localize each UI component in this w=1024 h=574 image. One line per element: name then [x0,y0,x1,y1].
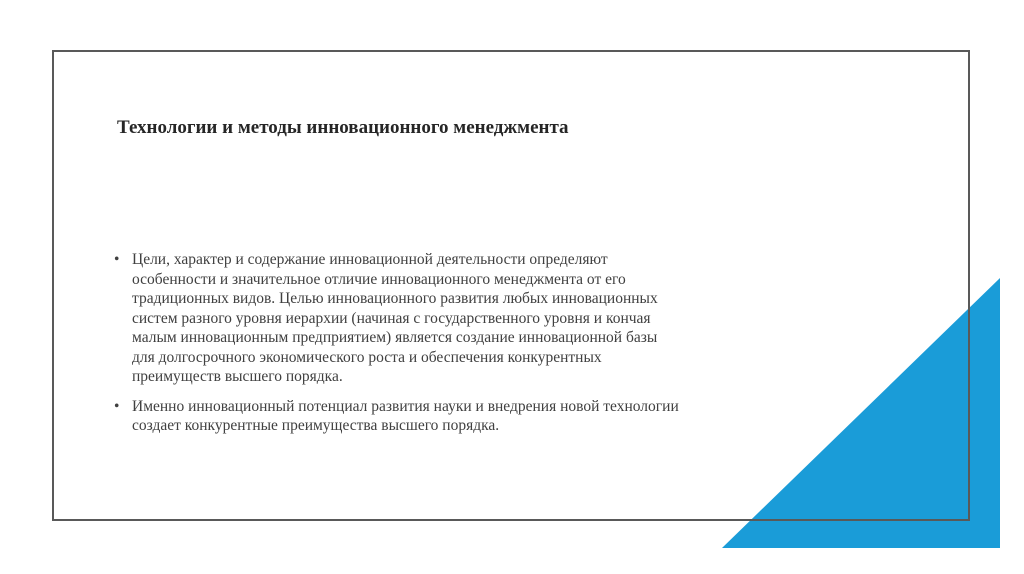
bullet-line: Именно инновационный потенциал развития науки и внедрения новой технологии [132,397,679,415]
bullet-list [112,250,812,446]
bullet-line: малым инновационным предприятием) является создание инновационной базы [132,329,658,346]
bullet-item [112,397,812,436]
bullet-line: особенности и значительное отличие инновационного менеджмента от его [132,270,626,288]
bullet-icon: • [114,251,120,268]
bullet-text [132,397,812,436]
bullet-text [132,250,812,387]
bullet-line: для долгосрочного экономического роста и обеспечения конкурентных [132,348,602,366]
bullet-item [112,250,812,387]
bullet-line: традиционных видов. Целью инновационного развития любых инновационных [132,290,658,307]
bullet-line: систем разного уровня иерархии (начиная с государственного уровня и кончая [132,309,651,327]
bullet-icon: • [114,397,120,415]
slide-title: Технологии и методы инновационного менеджмента [117,117,569,138]
bullet-line: преимуществ высшего порядка. [132,368,343,385]
bullet-line: Цели, характер и содержание инновационной деятельности определяют [132,251,608,268]
bullet-line: создает конкурентные преимущества высшего порядка. [132,417,500,434]
